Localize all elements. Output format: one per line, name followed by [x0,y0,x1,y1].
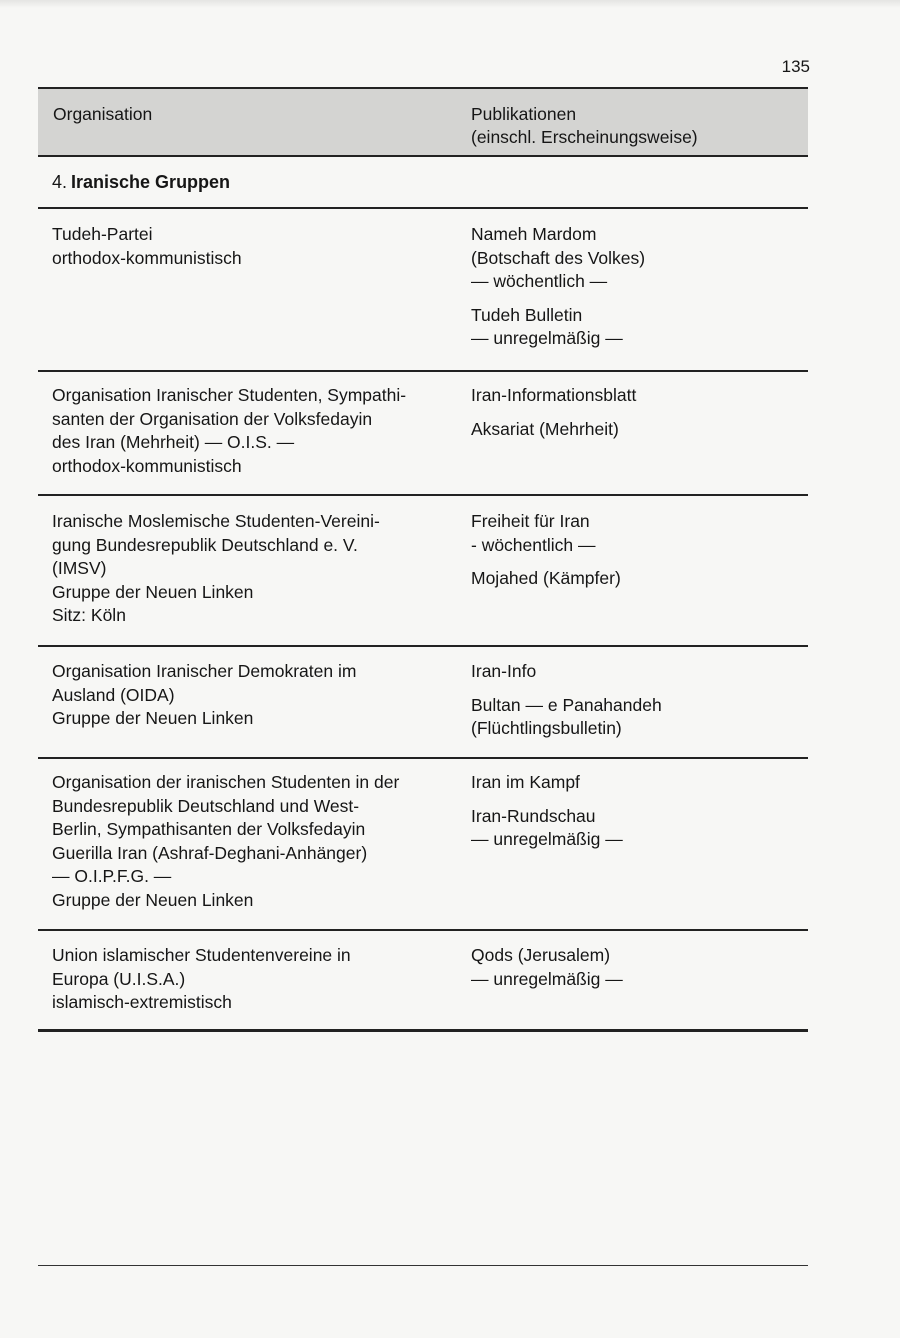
table-end-rule [38,1029,808,1032]
divider [38,494,808,496]
divider [38,929,808,931]
publication-line: Iran im Kampf [471,772,580,792]
publication [471,694,801,741]
header-publications-line: (einschl. Erscheinungsweise) [471,127,698,147]
divider [38,757,808,759]
organisation-line: Gruppe der Neuen Linken [52,581,254,602]
publication [471,567,801,591]
organisation-line: — O.I.P.F.G. — [52,866,172,886]
publication-line: Iran-Info [471,661,537,681]
organisation-line: Berlin, Sympathisanten der Volksfedayin [52,819,366,839]
publication-line: Iran-Rundschau [471,805,596,826]
organisation-line: des Iran (Mehrheit) — O.I.S. — [52,432,295,452]
organisation-line: islamisch-extremistisch [52,992,232,1012]
publication-line: Iran-Informationsblatt [471,385,637,405]
section-number: 4. [52,172,68,192]
publication-line: — unregelmäßig — [471,829,623,849]
divider [38,207,808,209]
divider [38,645,808,647]
section-heading [52,172,230,193]
organisation-line: gung Bundesrepublik Deutschland e. V. [52,534,358,555]
organisation-line: santen der Organisation der Volksfedayin [52,408,373,429]
organisation-line: Tudeh-Partei [52,224,153,244]
page-number: 135 [781,57,810,76]
publication-line: Tudeh Bulletin [471,304,583,325]
organisation-cell [52,510,457,628]
organisation-line: orthodox-kommunistisch [52,247,242,268]
publications-cell [471,944,801,991]
organisation-cell [52,384,457,478]
publication [471,304,801,351]
publication [471,660,801,684]
publication-line: Freiheit für Iran [471,511,590,531]
header-publications-line: Publikationen [471,104,577,124]
header-organisation [53,103,152,126]
footer-rule [38,1265,808,1266]
organisation-line: Organisation Iranischer Studenten, Sympathi- [52,385,407,405]
publication-line: - wöchentlich — [471,534,596,555]
publication-line: Mojahed (Kämpfer) [471,568,621,588]
publication [471,384,801,408]
organisation-cell [52,944,457,1015]
publication-line: — unregelmäßig — [471,328,623,348]
publication [471,944,801,991]
organisation-line: orthodox-kommunistisch [52,455,242,476]
divider [38,370,808,372]
publications-cell [471,510,801,591]
organisation-line: Gruppe der Neuen Linken [52,889,254,910]
publication-line: Aksariat (Mehrheit) [471,418,619,439]
publication [471,223,801,294]
publication [471,418,801,442]
publication-line: (Flüchtlingsbulletin) [471,718,622,738]
organisation-line: Union islamischer Studentenvereine in [52,945,351,965]
publications-cell [471,660,801,741]
publication-line: — wöchentlich — [471,271,608,291]
publication [471,805,801,852]
publication-line: Nameh Mardom [471,224,597,244]
section-title: Iranische Gruppen [71,172,231,192]
organisation-line: Iranische Moslemische Studenten-Vereini- [52,511,380,531]
header-organisation-label: Organisation [53,104,153,124]
publication-line: (Botschaft des Volkes) [471,247,646,268]
publication-line: Qods (Jerusalem) [471,945,611,965]
organisation-line: Ausland (OIDA) [52,684,175,705]
publication [471,771,801,795]
header-publications [471,103,698,149]
organisation-cell [52,223,457,270]
organisation-cell [52,771,457,912]
organisation-line: (IMSV) [52,558,107,578]
organisation-cell [52,660,457,731]
publication-line: — unregelmäßig — [471,968,623,989]
publications-cell [471,771,801,852]
publications-cell [471,223,801,351]
organisation-line: Organisation der iranischen Studenten in der [52,772,400,792]
organisation-line: Sitz: Köln [52,605,126,625]
publication [471,510,801,557]
organisation-line: Bundesrepublik Deutschland und West- [52,795,360,816]
table-header [38,87,808,157]
publication-line: Bultan — e Panahandeh [471,694,662,715]
organisation-line: Organisation Iranischer Demokraten im [52,661,357,681]
organisation-line: Gruppe der Neuen Linken [52,708,254,728]
publications-cell [471,384,801,441]
organisation-line: Guerilla Iran (Ashraf-Deghani-Anhänger) [52,842,368,863]
organisation-line: Europa (U.I.S.A.) [52,968,186,989]
page-edge-shadow [0,0,900,8]
